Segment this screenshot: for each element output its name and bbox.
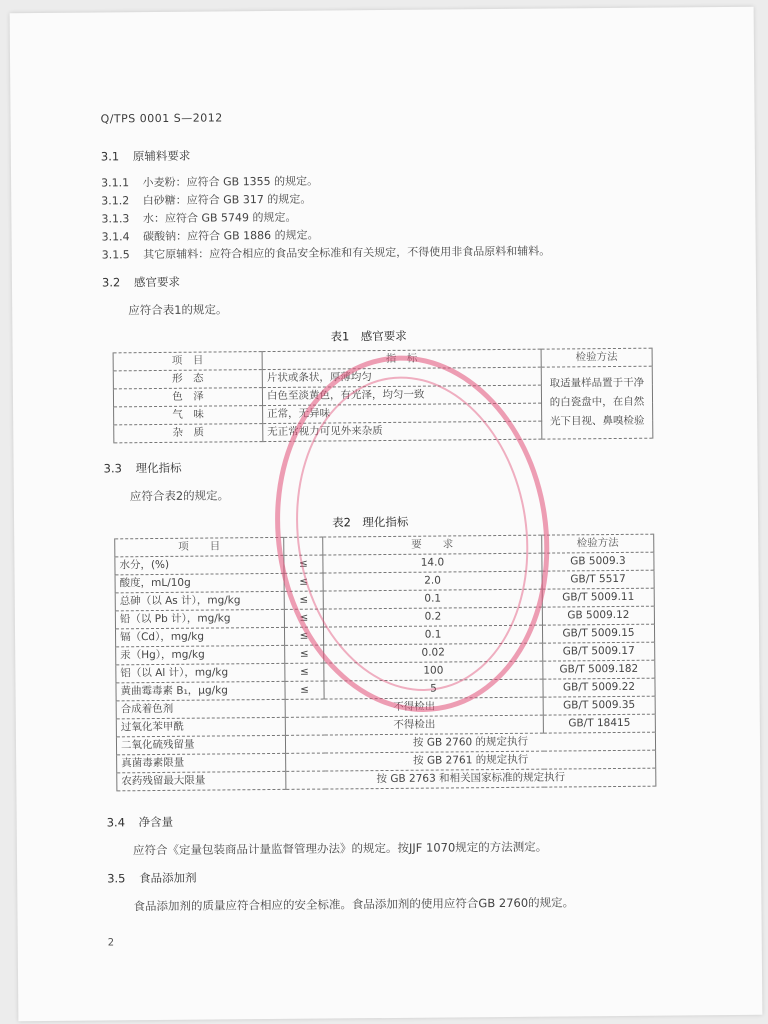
table-cell: 2.0 [323,571,542,591]
section-paragraph: 应符合《定量包装商品计量监督管理办法》的规定。按JJF 1070规定的方法测定。 [132,839,548,858]
list-item [101,209,296,227]
table-cell: GB/T 5517 [542,570,654,589]
list-item [101,173,318,191]
clause-number: 3.1.4 [101,230,130,244]
table-cell: 不得检出 [285,697,543,717]
table2-caption: 表2 理化指标 [332,514,409,530]
table-cell: 黄曲霉毒素 B₁，μg/kg [116,681,285,700]
table1-caption: 表1 感官要求 [330,328,407,344]
section-3-5-heading [107,870,197,887]
section-number: 3.4 [106,815,126,830]
table-cell: GB 5009.3 [542,552,654,571]
table-cell: ≤ [285,663,324,681]
table-cell: 无正常视力可见外来杂质 [263,421,542,441]
section-title: 原辅料要求 [132,148,191,164]
table-header: 检验方法 [541,348,652,367]
physicochemical-table [114,534,656,792]
table-cell: GB 5009.12 [542,606,654,625]
table-cell: GB/T 5009.15 [542,624,654,643]
table-cell: 汞（Hg），mg/kg [116,645,285,664]
table-header: 项 目 [115,537,284,556]
section-title: 理化指标 [135,460,182,476]
table-cell: ≤ [285,645,324,663]
table-cell: 片状或条状，厚薄均匀 [262,367,541,387]
table-cell: 白色至淡黄色，有光泽，均匀一致 [262,385,541,405]
section-title: 感官要求 [133,274,180,290]
table-row [117,768,656,791]
table-cell: ≤ [284,555,323,573]
table-cell: 0.1 [323,589,542,609]
table-cell: ≤ [285,681,324,699]
table-cell: 杂 质 [114,424,263,443]
page-number: 2 [107,937,115,949]
table-header-op [284,537,323,555]
table-cell: ≤ [284,591,323,609]
table-cell: 二氧化硫残留量 [116,735,285,754]
table-cell: GB/T 5009.182 [543,660,655,679]
table-cell: ≤ [284,627,323,645]
document-page [10,7,763,1021]
table-cell: 铝（以 Al 计），mg/kg [116,663,285,682]
table-cell: 酸度，mL/10g [115,573,284,592]
table-cell: 色 泽 [113,388,262,407]
table-cell: 气 味 [114,406,263,425]
table-cell: 农药残留最大限量 [117,771,286,790]
table-cell: 100 [324,661,543,681]
table-cell: 真菌毒素限量 [117,753,286,772]
table-cell: GB/T 5009.17 [543,642,655,661]
clause-text: 其它原辅料：应符合相应的食品安全标准和有关规定，不得使用非食品原料和辅料。 [143,244,551,262]
table-cell: 水分，(%) [115,555,284,574]
section-paragraph: 应符合表1的规定。 [128,302,228,318]
table-cell: 形 态 [113,370,262,389]
section-paragraph: 食品添加剂的质量应符合相应的安全标准。食品添加剂的使用应符合GB 2760的规定。 [133,895,575,914]
table-cell: 按 GB 2760 的规定执行 [285,732,655,753]
section-3-3-heading [104,460,182,477]
table-cell: ≤ [284,573,323,591]
table-cell: ≤ [284,609,323,627]
table-cell: 0.02 [324,643,543,663]
table-cell: 总砷（以 As 计），mg/kg [115,591,284,610]
section-number: 3.3 [103,461,122,476]
table-header: 项 目 [113,352,262,371]
clause-number: 3.1.2 [101,194,130,208]
list-item [101,191,311,209]
standard-header: Q/TPS 0001 S—2012 [100,111,223,126]
table-cell: 按 GB 2763 和相关国家标准的规定执行 [286,768,656,789]
section-number: 3.5 [107,871,126,886]
section-number: 3.2 [101,275,121,290]
table-cell: 不得检出 [285,715,543,735]
section-title: 食品添加剂 [139,870,197,886]
table-cell: GB/T 5009.22 [543,678,655,697]
list-item [101,227,318,245]
table-cell: GB/T 5009.35 [543,696,655,715]
clause-text: 水：应符合 GB 5749 的规定。 [142,210,297,226]
table-header: 要 求 [323,535,542,555]
section-paragraph: 应符合表2的规定。 [129,488,230,504]
table-header: 检验方法 [542,534,654,553]
section-3-2-heading [102,274,180,291]
clause-number: 3.1.5 [101,248,130,262]
table-cell: 5 [324,679,543,699]
table-cell: 正常，无异味 [263,403,542,423]
table-cell: 0.2 [323,607,542,627]
section-title: 净含量 [138,814,174,830]
sensory-table [113,348,654,444]
table-cell: 0.1 [323,625,542,645]
clause-number: 3.1.3 [101,212,130,226]
table-header: 指 标 [262,349,541,369]
table-cell: GB/T 18415 [543,714,655,733]
clause-number: 3.1.1 [101,176,130,190]
section-3-1-heading [101,148,191,165]
table-cell: 镉（Cd），mg/kg [115,627,284,646]
table-cell: 按 GB 2761 的规定执行 [286,750,656,771]
section-3-4-heading [107,814,174,831]
list-item [102,243,551,263]
table-cell: 过氧化苯甲酰 [116,717,285,736]
section-number: 3.1 [100,149,120,164]
clause-text: 白砂糖：应符合 GB 317 的规定。 [142,192,312,208]
table-cell: GB/T 5009.11 [542,588,654,607]
clause-text: 碳酸钠：应符合 GB 1886 的规定。 [143,228,319,244]
table-cell: 合成着色剂 [116,699,285,718]
table-cell: 铅（以 Pb 计），mg/kg [115,609,284,628]
inspection-method-cell: 取适量样品置于干净的白瓷盘中，在自然光下目视、鼻嗅检验 [541,366,653,439]
clause-text: 小麦粉：应符合 GB 1355 的规定。 [142,174,319,190]
table-cell: 14.0 [323,553,542,573]
